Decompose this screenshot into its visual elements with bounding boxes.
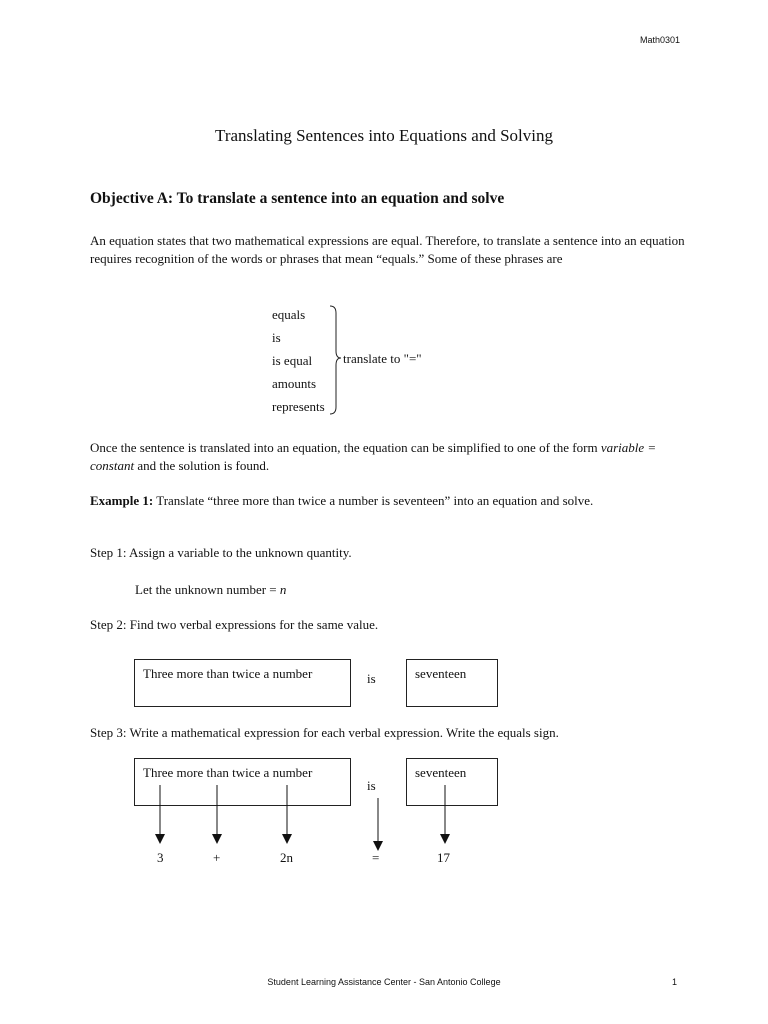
example-label: Example 1: <box>90 493 154 508</box>
arrow-down-icon <box>373 798 383 851</box>
result-term-3: 3 <box>157 850 164 865</box>
result-term-17: 17 <box>437 850 450 865</box>
verbal-expression-box-right: seventeen <box>406 659 498 707</box>
translation-arrows <box>140 780 470 855</box>
translate-to-label: translate to "=" <box>343 351 422 366</box>
page-title: Translating Sentences into Equations and Solving <box>215 126 553 145</box>
page-number: 1 <box>672 977 678 987</box>
arrow-down-icon <box>212 785 222 844</box>
connector-is: is <box>367 671 376 686</box>
math-expression-box-right: seventeen <box>406 758 498 806</box>
right-brace-icon <box>328 305 344 415</box>
form-variable: variable <box>600 440 645 455</box>
arrow-down-icon <box>282 785 292 844</box>
form-text-after: and the solution is found. <box>134 457 270 473</box>
example-text: Translate “three more than twice a number is seventeen” into an equation and solve. <box>153 493 594 508</box>
result-equals: = <box>372 850 380 865</box>
arrow-down-icon <box>440 785 450 844</box>
phrase-item: equals <box>272 307 306 322</box>
let-variable: n <box>279 582 287 597</box>
example-1 <box>90 492 690 510</box>
form-text-before: Once the sentence is translated into an equation, the equation can be simplified to one of the form <box>90 440 601 455</box>
arrow-down-icon <box>155 785 165 844</box>
form-paragraph <box>90 439 690 474</box>
phrase-item: is <box>272 330 281 345</box>
let-statement <box>135 582 286 598</box>
let-text: Let the unknown number = <box>135 582 280 597</box>
phrase-item: amounts <box>272 376 317 391</box>
result-plus: + <box>213 850 221 865</box>
math-expression-box-left: Three more than twice a number <box>134 758 351 806</box>
form-constant: constant <box>90 457 135 473</box>
verbal-expression-box-left: Three more than twice a number <box>134 659 351 707</box>
phrase-item: represents <box>272 399 325 414</box>
phrase-item: is equal <box>272 353 313 368</box>
course-code: Math0301 <box>639 35 680 45</box>
form-equals: = <box>644 440 657 455</box>
result-term-2n: 2n <box>280 850 293 865</box>
phrase-list <box>272 303 325 418</box>
step-3: Step 3: Write a mathematical expression for each verbal expression. Write the equals sign. <box>90 725 559 740</box>
intro-paragraph: An equation states that two mathematical expressions are equal. Therefore, to translate a sentence into an equation requires recognition of the words or phrases that mean “equals.” Some of these phrases are <box>90 233 685 266</box>
objective-heading: Objective A: To translate a sentence into an equation and solve <box>90 190 505 207</box>
connector-is-2: is <box>367 778 376 793</box>
footer-text: Student Learning Assistance Center - San Antonio College <box>267 977 501 987</box>
step-1: Step 1: Assign a variable to the unknown quantity. <box>90 545 352 560</box>
step-2: Step 2: Find two verbal expressions for the same value. <box>90 617 379 632</box>
